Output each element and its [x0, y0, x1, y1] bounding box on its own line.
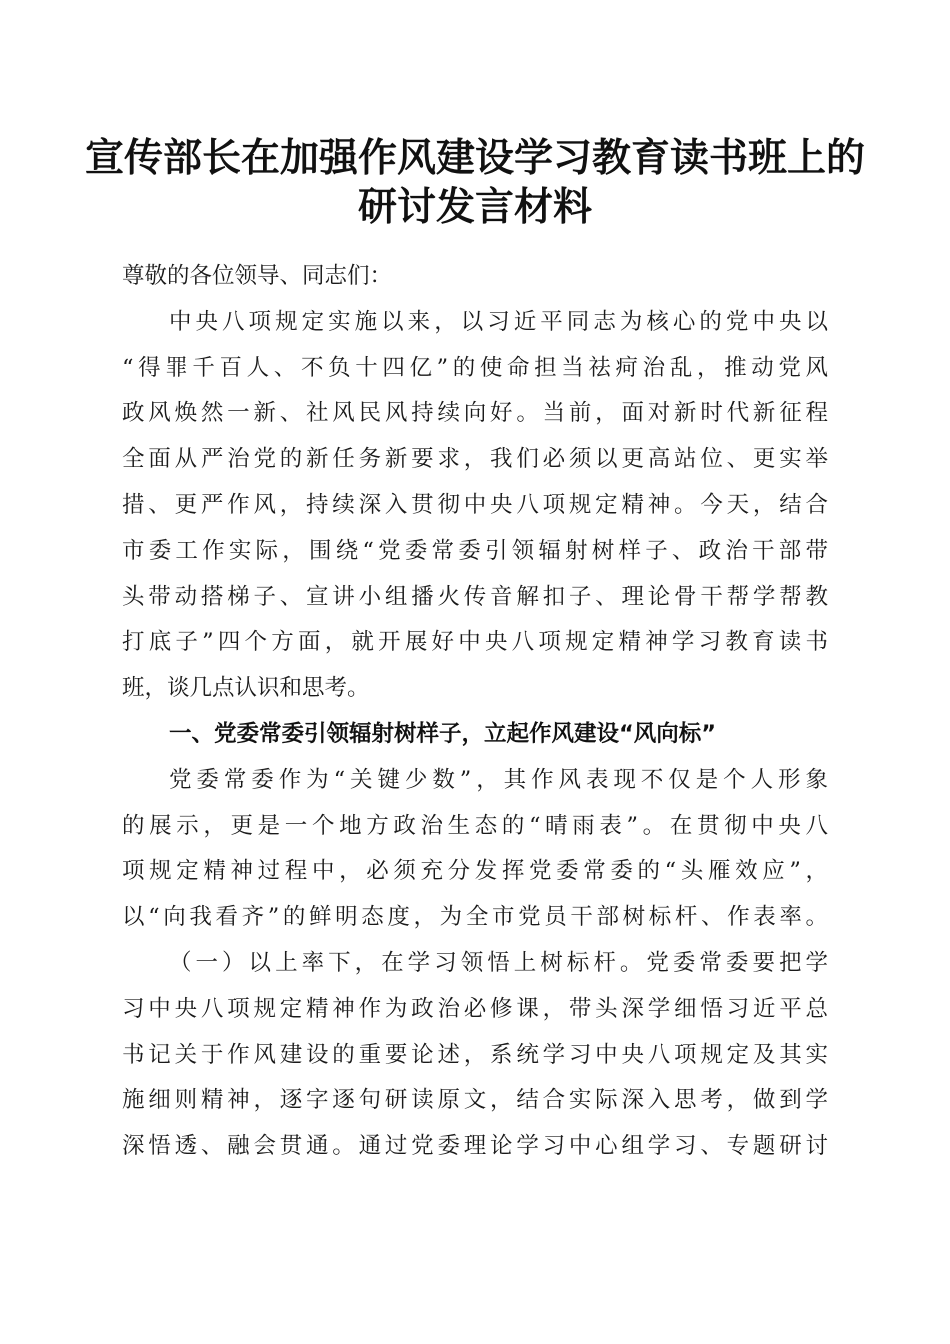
- section-heading: 一、党委常委引领辐射树样子，立起作风建设“风向标”: [169, 720, 717, 747]
- document-body: [122, 254, 828, 1170]
- paragraph-line: 市委工作实际，围绕“党委常委引领辐射树样子、政治干部带: [122, 537, 828, 564]
- paragraph-line: 措、更严作风，持续深入贯彻中央八项规定精神。今天，结合: [122, 491, 828, 518]
- paragraph-line: “得罪千百人、不负十四亿”的使命担当祛疴治乱，推动党风: [122, 354, 828, 381]
- document-title-line-1: 宣传部长在加强作风建设学习教育读书班上的: [84, 135, 865, 181]
- paragraph-line: 全面从严治党的新任务新要求，我们必须以更高站位、更实举: [122, 446, 828, 473]
- paragraph-line: 深悟透、融会贯通。通过党委理论学习中心组学习、专题研讨: [122, 1133, 828, 1160]
- paragraph-line: 习中央八项规定精神作为政治必修课，带头深学细悟习近平总: [122, 995, 828, 1022]
- paragraph-line: 施细则精神，逐字逐句研读原文，结合实际深入思考，做到学: [122, 1087, 828, 1114]
- paragraph-line: 班，谈几点认识和思考。: [122, 675, 370, 702]
- paragraph-line: 书记关于作风建设的重要论述，系统学习中央八项规定及其实: [122, 1041, 828, 1068]
- paragraph-line: （一）以上率下，在学习领悟上树标杆。党委常委要把学: [169, 949, 828, 976]
- paragraph-line: 打底子”四个方面，就开展好中央八项规定精神学习教育读书: [122, 629, 828, 656]
- paragraph-line: 的展示，更是一个地方政治生态的“晴雨表”。在贯彻中央八: [122, 812, 828, 839]
- salutation: 尊敬的各位领导、同志们：: [122, 263, 393, 289]
- paragraph-line: 政风焕然一新、社风民风持续向好。当前，面对新时代新征程: [122, 400, 828, 427]
- paragraph-line: 党委常委作为“关键少数”，其作风表现不仅是个人形象: [169, 766, 828, 793]
- paragraph-line: 中央八项规定实施以来，以习近平同志为核心的党中央以: [169, 308, 828, 335]
- paragraph-line: 头带动搭梯子、宣讲小组播火传音解扣子、理论骨干帮学帮教: [122, 583, 828, 610]
- paragraph-line: 以“向我看齐”的鲜明态度，为全市党员干部树标杆、作表率。: [122, 904, 828, 931]
- paragraph-line: 项规定精神过程中，必须充分发挥党委常委的“头雁效应”，: [122, 858, 828, 885]
- document-title-line-2: 研讨发言材料: [357, 184, 592, 230]
